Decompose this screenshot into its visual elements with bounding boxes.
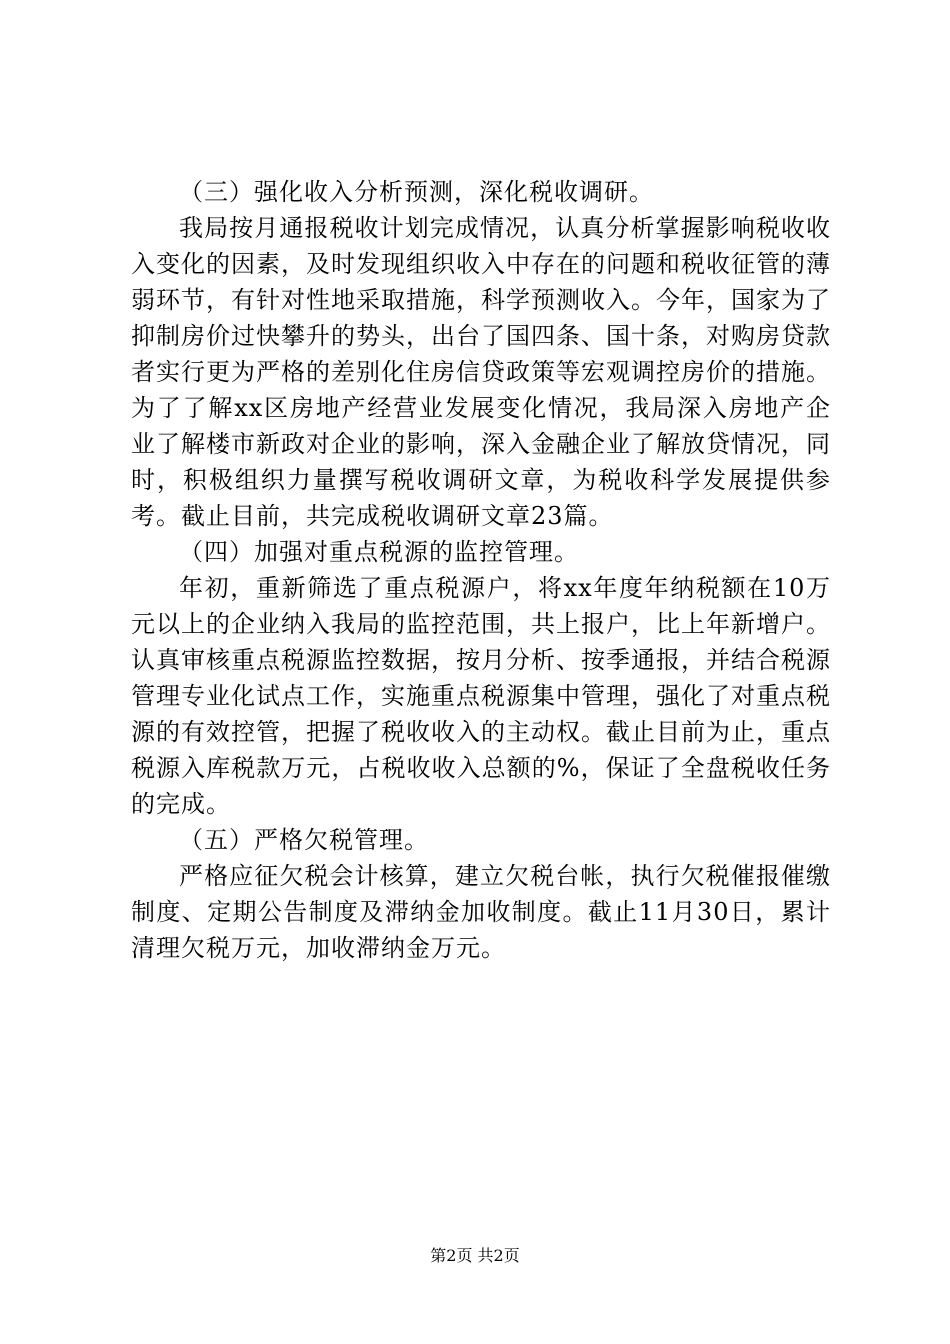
section-heading-4: （四）加强对重点税源的监控管理。 [179, 538, 579, 566]
section-paragraph-5: 严格应征欠税会计核算，建立欠税台帐，执行欠税催报催缴制度、定期公告制度及滞纳金加收制度。截止11月30日，累计清理欠税万元，加收滞纳金万元。 [131, 862, 831, 962]
section-paragraph-3: 我局按月通报税收计划完成情况，认真分析掌握影响税收收入变化的因素，及时发现组织收入中存在的问题和税收征管的薄弱环节，有针对性地采取措施，科学预测收入。今年，国家为了抑制房价过快攀升的势头，出台了国四条、国十条，对购房贷款者实行更为严格的差别化住房信贷政策等宏观调控房价的措施。为了了解xx区房地产经营业发展变化情况，我局深入房地产企业了解楼市新政对企业的影响，深入金融企业了解放贷情况，同时，积极组织力量撰写税收调研文章，为税收科学发展提供参考。截止目前，共完成税收调研文章23篇。 [131, 214, 831, 530]
section-heading-3: （三）强化收入分析预测，深化税收调研。 [179, 178, 654, 206]
document-body [131, 174, 831, 966]
section-heading-5: （五）严格欠税管理。 [179, 826, 429, 854]
section-paragraph-4: 年初，重新筛选了重点税源户，将xx年度年纳税额在10万元以上的企业纳入我局的监控范围，共上报户，比上年新增户。认真审核重点税源监控数据，按月分析、按季通报，并结合税源管理专业化试点工作，实施重点税源集中管理，强化了对重点税源的有效控管，把握了税收收入的主动权。截止目前为止，重点税源入库税款万元，占税收收入总额的%，保证了全盘税收任务的完成。 [131, 574, 831, 818]
page-number-footer: 第2页 共2页 [430, 1246, 520, 1265]
